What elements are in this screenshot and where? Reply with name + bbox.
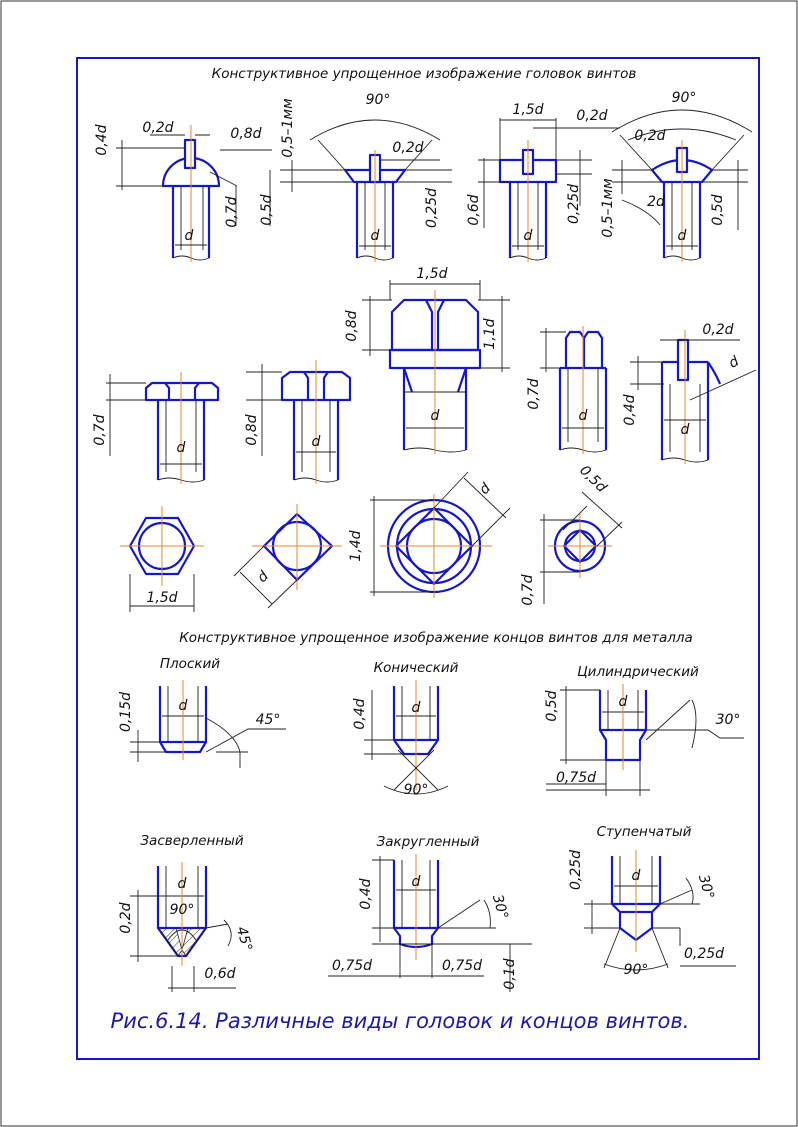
dim-drilled-d: d xyxy=(177,876,187,892)
dim-cyl-30: 30° xyxy=(715,712,741,728)
dim-cyl-d: d xyxy=(618,694,628,710)
dim-raised-0.5-1mm: 0,5–1мм xyxy=(600,178,616,238)
dim-flat-0.15d: 0,15d xyxy=(118,691,134,733)
label-flat: Плоский xyxy=(159,656,221,672)
dim-setscrew-d: d xyxy=(680,422,690,438)
dim-countersunk-0.5-1mm: 0,5–1мм xyxy=(280,98,296,158)
dim-countersunk-90: 90° xyxy=(365,92,391,108)
dim-small-hex-0.7d: 0,7d xyxy=(92,414,108,446)
dim-cyl-0.75d: 0,75d xyxy=(555,770,597,786)
dim-rounded-0.75d-right: 0,75d xyxy=(441,958,483,974)
square-head-screw xyxy=(540,326,606,454)
small-hex-head-screw xyxy=(106,372,218,484)
dim-hextop-1.5d: 1,5d xyxy=(146,590,178,606)
dim-conical-90: 90° xyxy=(403,782,429,798)
dim-countersunk-0.25d: 0,25d xyxy=(424,187,440,229)
dim-washer-0.8d: 0,8d xyxy=(344,310,360,342)
dim-stepped-0.25d: 0,25d xyxy=(683,946,725,962)
dim-square-0.7d: 0,7d xyxy=(526,378,542,410)
dim-squaretop-d: d xyxy=(254,568,272,586)
dim-stepped-30: 30° xyxy=(694,872,717,902)
dim-countersunk-0.2d: 0,2d xyxy=(392,140,424,156)
dim-drilled-0.2d: 0,2d xyxy=(118,902,134,934)
dim-rounded-d: d xyxy=(411,874,421,890)
dim-washertop-d: d xyxy=(476,480,494,498)
hex-head-with-washer xyxy=(362,280,510,454)
dim-round-0.7d: 0,7d xyxy=(224,196,240,228)
dim-smalltop-0.7d: 0,7d xyxy=(520,574,536,606)
conical-end xyxy=(364,680,448,794)
dim-raised-0.2d: 0,2d xyxy=(634,128,666,144)
dim-raised-90: 90° xyxy=(671,90,697,106)
cheese-head-screw xyxy=(478,118,620,262)
dim-washertop-1.4d: 1,4d xyxy=(348,530,364,562)
dim-conical-d: d xyxy=(411,700,421,716)
dim-round-0.8d: 0,8d xyxy=(230,126,262,142)
dim-rounded-0.75d-left: 0,75d xyxy=(331,958,373,974)
dim-hex-d: d xyxy=(311,434,321,450)
dim-round-d: d xyxy=(184,228,194,244)
dim-square-d: d xyxy=(578,408,588,424)
label-stepped: Ступенчатый xyxy=(596,824,692,840)
dim-cheese-0.25d: 0,25d xyxy=(566,183,582,225)
dim-flat-d: d xyxy=(178,698,188,714)
slotted-set-screw xyxy=(630,330,756,464)
dim-rounded-0.4d: 0,4d xyxy=(358,878,374,910)
dim-drilled-90: 90° xyxy=(169,902,195,918)
dim-washer-1.1d: 1,1d xyxy=(482,318,498,350)
ends-section-title: Конструктивное упрощенное изображение концов винтов для металла xyxy=(179,630,693,646)
dim-smalltop-0.5d: 0,5d xyxy=(576,462,610,496)
heads-section-title: Конструктивное упрощенное изображение головок винтов xyxy=(211,66,637,82)
dim-drilled-0.6d: 0,6d xyxy=(204,966,236,982)
dim-washer-1.5d: 1,5d xyxy=(416,266,448,282)
dim-cyl-0.5d: 0,5d xyxy=(544,690,560,722)
dim-flat-45: 45° xyxy=(255,712,281,728)
dim-drilled-45: 45° xyxy=(232,924,255,954)
dim-small-hex-d: d xyxy=(176,440,186,456)
small-top-view xyxy=(540,492,622,604)
dim-countersunk-0.5d: 0,5d xyxy=(259,194,275,226)
figure-caption: Рис.6.14. Различные виды головок и концов винтов. xyxy=(110,1009,690,1033)
square-top-view xyxy=(234,504,342,608)
dim-cheese-d: d xyxy=(523,228,533,244)
dim-rounded-0.1d: 0,1d xyxy=(502,958,518,990)
dim-raised-d: d xyxy=(677,228,687,244)
dim-setscrew-0.4d: 0,4d xyxy=(622,394,638,426)
dim-raised-2d: 2d xyxy=(647,194,665,210)
dim-rounded-30: 30° xyxy=(488,892,511,922)
dim-washer-d: d xyxy=(430,408,440,424)
dim-stepped-90: 90° xyxy=(623,962,649,978)
dim-cheese-0.6d: 0,6d xyxy=(466,194,482,226)
dim-setscrew-0.2d: 0,2d xyxy=(702,322,734,338)
label-cylindrical: Цилиндрический xyxy=(577,664,699,680)
dim-cheese-0.2d: 0,2d xyxy=(576,108,608,124)
dim-round-0.4d: 0,4d xyxy=(94,124,110,156)
dim-raised-0.5d: 0,5d xyxy=(710,194,726,226)
hex-head-screw xyxy=(246,360,350,484)
dim-countersunk-d: d xyxy=(370,228,380,244)
dim-conical-0.4d: 0,4d xyxy=(352,698,368,730)
dim-stepped-d: d xyxy=(631,868,641,884)
dim-round-0.2d: 0,2d xyxy=(142,120,174,136)
label-conical: Конический xyxy=(373,660,459,676)
label-drilled: Засверленный xyxy=(140,833,244,849)
round-head-screw xyxy=(116,125,272,262)
dim-hex-0.8d: 0,8d xyxy=(244,414,260,446)
dim-cheese-1.5d: 1,5d xyxy=(512,102,544,118)
dim-stepped-0.25d-vert: 0,25d xyxy=(568,849,584,891)
dim-setscrew-d-diag: d xyxy=(726,353,742,372)
label-rounded: Закругленный xyxy=(376,834,480,850)
